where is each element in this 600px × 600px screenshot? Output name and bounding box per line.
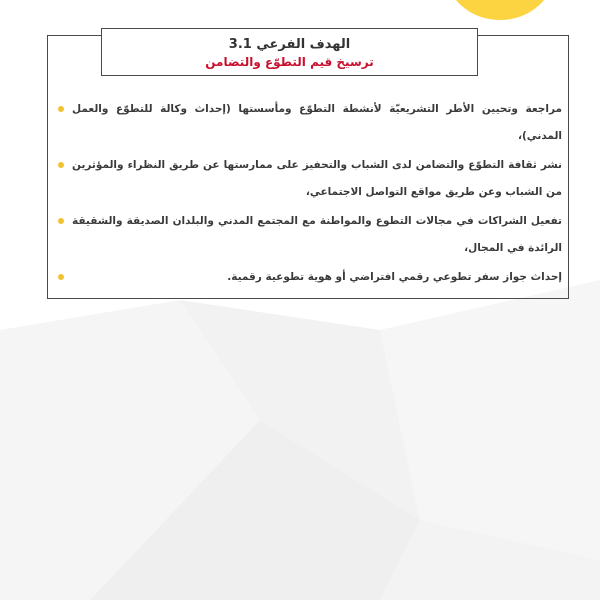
objective-title: الهدف الفرعي 3.1 (228, 37, 351, 52)
list-item-text: تفعيل الشراكات في مجالات التطوع والمواطنة مع المجتمع المدني والبلدان الصديقة والشقيقة الرائدة في المجال، (72, 215, 562, 254)
bullet-dot-icon (58, 106, 64, 112)
list-item (58, 208, 562, 262)
list-item (58, 264, 562, 291)
measures-list (58, 96, 562, 293)
list-item-text: نشر ثقافة التطوّع والتضامن لدى الشباب والتحفيز على ممارستها عن طريق النظراء والمؤثرين من الشباب وعن طريق مواقع التواصل الاجتماعي، (72, 159, 562, 198)
list-item (58, 96, 562, 150)
list-item-text: مراجعة وتحيين الأطر التشريعيّة لأنشطة التطوّع ومأسستها (إحداث وكالة للتطوّع والعمل المدني)، (72, 103, 562, 142)
bullet-dot-icon (58, 162, 64, 168)
objective-subtitle: ترسيخ قيم التطوّع والتضامن (205, 55, 374, 69)
objective-title-box (101, 28, 478, 76)
list-item (58, 152, 562, 206)
list-item-text: إحداث جواز سفر تطوعي رقمي افتراضي أو هوية تطوعية رقمية. (227, 271, 562, 283)
bullet-dot-icon (58, 218, 64, 224)
bullet-dot-icon (58, 274, 64, 280)
